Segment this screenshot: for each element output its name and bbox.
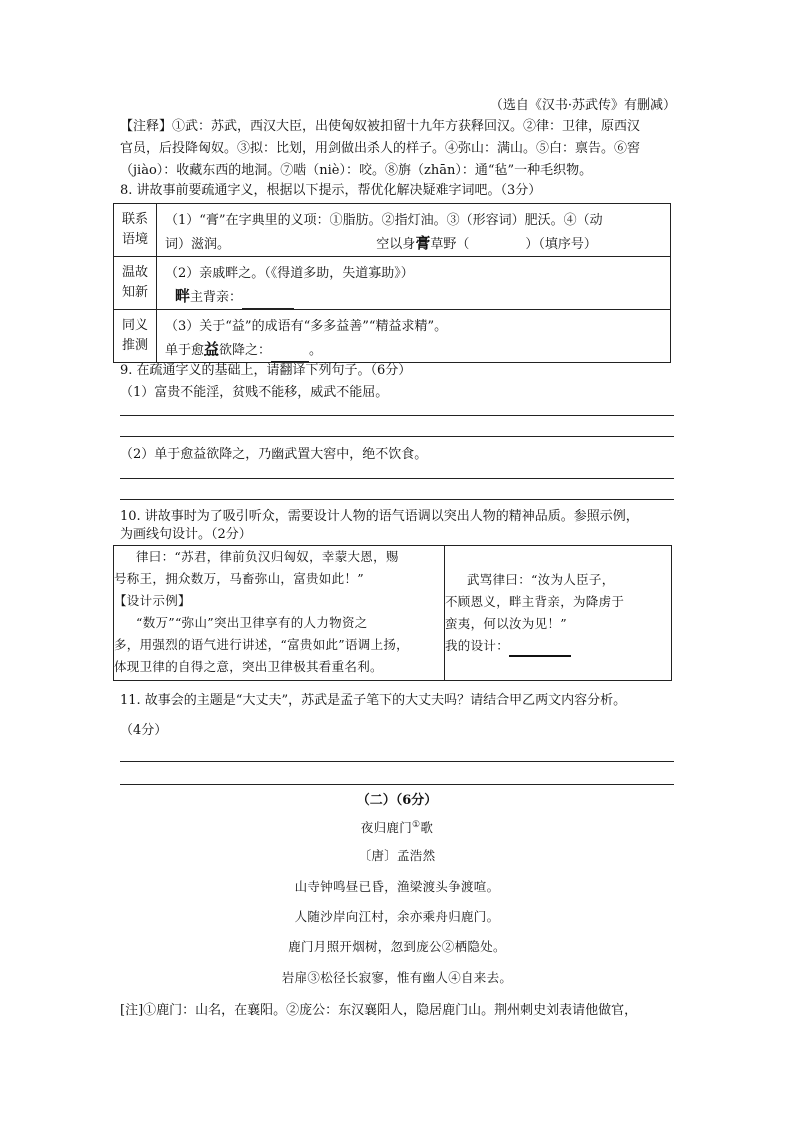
q9-sentence-2: （2）单于愈益欲降之，乃幽武置大窖中，绝不饮食。 [120,447,428,462]
q8-item-3-text: （3）关于“益”的成语有“多多益善”“精益求精”。 [165,319,448,334]
label-line: 知新 [121,285,148,300]
q11-answer-line-1[interactable] [120,761,674,762]
poem-title-text: 夜归鹿门 [360,820,412,836]
q8-row-2-body [157,257,671,310]
q8-row-review [114,257,671,310]
q10-task-cell [445,546,672,681]
label-line: 温故 [121,265,148,280]
q8-item-1-keychar: 膏 [415,234,431,252]
q10-example-analysis-1: “数万”“弥山”突出卫律享有的人力物资之 [136,615,368,630]
q10-example-quote-1: 律曰：“苏君，律前负汉归匈奴，幸蒙大恩，赐 [136,549,399,564]
q11-answer-line-2[interactable] [120,784,674,785]
label-line: 联系 [121,212,148,227]
poem-line-1: 山寺钟鸣昼已昏，渔梁渡头争渡喧。 [294,879,500,894]
q8-table [113,203,671,363]
q11-stem: 11. 故事会的主题是“大丈夫”，苏武是孟子笔下的大丈夫吗？请结合甲乙两文内容分析。 [120,693,627,708]
q10-task-quote-3: 蛮夷，何以汝为见！” [445,616,567,631]
notes-line-2: 官员，后投降匈奴。③拟：比划，用剑做出杀人的样子。④弥山：满山。⑤白：禀告。⑥窖 [120,141,641,156]
q8-item-1-continuation: 词）滋润。 [165,237,231,252]
poem-title-tail: 歌 [420,820,434,836]
notes-line-1: 【注释】①武：苏武，西汉大臣，出使匈奴被扣留十九年方获释回汉。②律：卫律，原西汉 [120,119,641,134]
q8-item-2-answer-blank[interactable] [242,294,294,309]
q10-example-analysis-3: 体现卫律的自得之意，突出卫律极其看重名利。 [114,659,383,674]
q9-answer-line-1b[interactable] [120,436,674,437]
q10-stem-line-2: 为画线句设计。（2分） [120,527,252,542]
label-line: 同义 [121,318,148,333]
q8-item-3-answer-blank[interactable] [271,347,309,362]
q9-answer-line-1a[interactable] [120,415,674,416]
q8-row-context [114,204,671,257]
q8-row-3-label [114,310,157,363]
q8-item-2-text: （2）亲戚畔之。（《得道多助，失道寡助》） [165,266,414,281]
q8-row-3-body [157,310,671,363]
poem-author: 〔唐〕孟浩然 [358,848,436,863]
q8-item-1-phrase-pre: 空以身 [376,237,416,252]
source-citation: （选自《汉书·苏武传》有删减） [489,98,676,113]
q8-item-1-text: （1）“膏”在字典里的义项：①脂肪。②指灯油。③（形容词）肥沃。④（动 [165,213,603,228]
q8-item-3-keychar: 益 [204,340,220,358]
q10-example-heading: 【设计示例】 [114,593,191,608]
poem-note: [注]①鹿门：山名，在襄阳。②庞公：东汉襄阳人，隐居鹿门山。荆州刺史刘表请他做官， [120,1003,638,1018]
q8-row-1-body [157,204,671,257]
q10-stem-line-1: 10. 讲故事时为了吸引听众，需要设计人物的语气语调以突出人物的精神品质。参照示例， [120,509,639,524]
q10-example-analysis-2: 多，用强烈的语气进行讲述，“富贵如此”语调上扬， [114,637,409,652]
q10-example-cell [114,546,445,681]
q10-my-design-label: 我的设计： [445,638,510,653]
q9-answer-line-2b[interactable] [120,499,674,500]
poem-title [0,816,794,837]
q8-item-1-phrase-post: 草野（ [430,237,470,252]
q10-my-design [445,635,671,657]
q8-item-1-question [165,232,662,256]
q8-item-2-phrase: 主背亲： [190,290,243,305]
poem-title-footnote-mark: ① [412,820,421,830]
q8-item-2-keychar: 畔 [175,287,191,305]
q8-item-3-phrase-post: 欲降之： [219,343,272,358]
poem-line-2: 人随沙岸向江村，余亦乘舟归鹿门。 [294,909,500,924]
q8-stem: 8. 讲故事前要疏通字义，根据以下提示，帮优化解决疑难字词吧。（3分） [120,183,542,198]
q8-row-2-label [114,257,157,310]
notes-line-3: （jiào）：收藏东西的地洞。⑦啮（niè）：咬。⑧旃（zhān）：通“毡”一种毛织物。 [120,163,593,178]
q9-answer-line-2a[interactable] [120,478,674,479]
q9-sentence-1: （1）富贵不能淫，贫贱不能移，威武不能屈。 [120,385,389,400]
q10-task-quote-1: 武骂律曰：“汝为人臣子， [467,572,615,587]
poem-line-3: 鹿门月照开烟树，忽到庞公②栖隐处。 [288,939,506,954]
part2-heading: （二）（6分） [356,793,438,808]
q10-my-design-blank[interactable] [509,641,571,657]
q8-row-1-label [114,204,157,257]
q10-task-quote-2: 不顾恩义，畔主背亲，为降虏于 [445,594,625,609]
q8-item-1-hint: ）（填序号） [525,237,597,252]
q10-example-quote-2: 号称王，拥众数万，马畜弥山，富贵如此！” [114,571,364,586]
q9-stem: 9. 在疏通字义的基础上，请翻译下列句子。（6分） [120,363,412,378]
label-line: 语境 [121,232,148,247]
q8-row-infer [114,310,671,363]
label-line: 推测 [121,338,148,353]
poem-line-4: 岩扉③松径长寂寥，惟有幽人④自来去。 [281,970,513,985]
q8-item-3-period: 。 [309,343,323,358]
q8-item-3-question [165,338,662,362]
q11-score: （4分） [120,723,168,738]
q8-item-2-question [165,285,662,309]
q10-table [113,545,672,681]
q8-item-3-phrase-pre: 单于愈 [165,343,205,358]
